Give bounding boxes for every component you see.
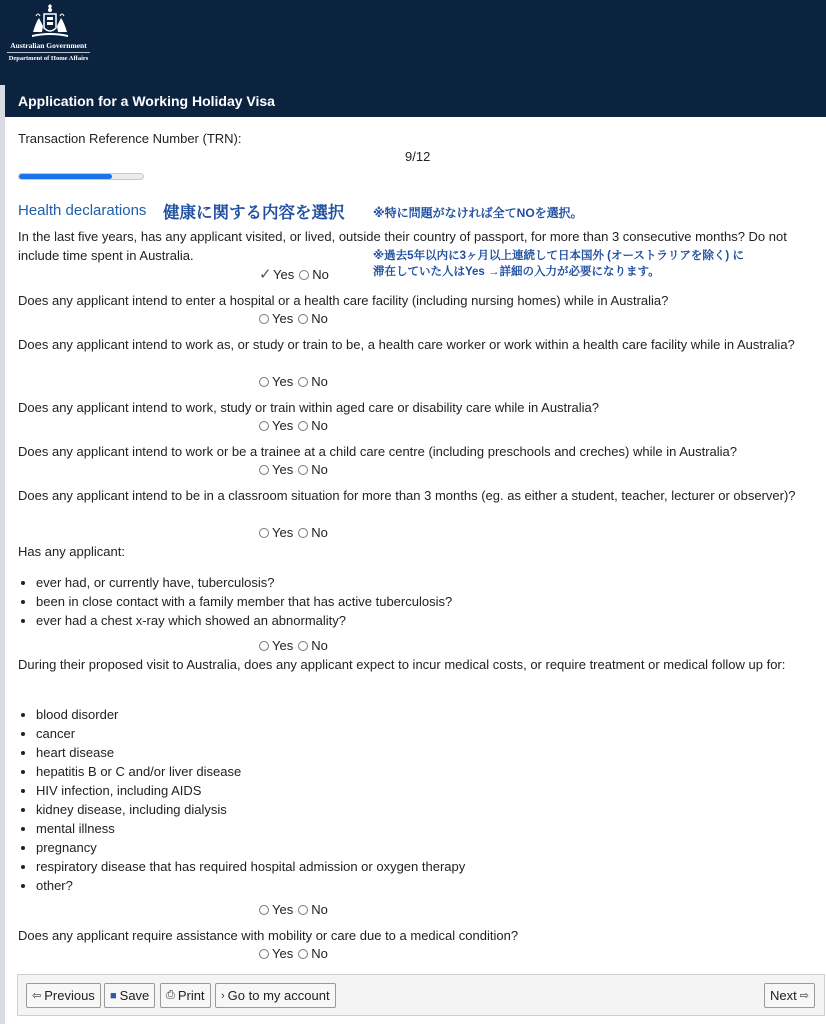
- save-icon: ■: [110, 989, 117, 1002]
- answer-group: [259, 902, 333, 917]
- list-item: • pregnancy: [36, 838, 465, 857]
- main-content: [5, 117, 826, 1024]
- department-name: Department of Home Affairs: [8, 55, 89, 62]
- yes-radio[interactable]: [259, 949, 269, 959]
- answer-group: [259, 374, 333, 389]
- account-label: Go to my account: [227, 988, 330, 1003]
- save-button[interactable]: [104, 983, 155, 1008]
- list-item: • heart disease: [36, 743, 465, 762]
- jp-annotation-note: ※特に問題がなければ全てNOを選択。: [373, 206, 583, 220]
- print-icon: ⎙: [166, 989, 175, 1001]
- section-title: Health declarations: [18, 202, 147, 219]
- progress-fill: [19, 174, 112, 179]
- question-text: Has any applicant:: [18, 544, 125, 559]
- question-text: Does any applicant intend to work or be a trainee at a child care centre (including preschools and creches) while in Australia?: [18, 444, 738, 459]
- no-label: No: [311, 418, 328, 433]
- previous-button[interactable]: [26, 983, 101, 1008]
- no-radio[interactable]: [298, 905, 308, 915]
- chevron-left-icon: ⇦: [32, 990, 42, 1002]
- previous-label: Previous: [44, 988, 95, 1003]
- jp-annotation-detail-line2: 滞在していた人はYes →詳細の入力が必要になります。: [373, 266, 660, 278]
- print-label: Print: [177, 988, 205, 1003]
- no-radio[interactable]: [298, 949, 308, 959]
- yes-label: Yes: [272, 946, 294, 961]
- list-item: • blood disorder: [36, 705, 465, 724]
- chevron-right-icon: ›: [221, 989, 225, 1002]
- no-radio[interactable]: [298, 421, 308, 431]
- question-text: Does any applicant intend to work, study or train within aged care or disability care while in Australia?: [18, 400, 599, 415]
- yes-label: Yes: [272, 374, 294, 389]
- yes-label: Yes: [272, 418, 294, 433]
- list-item: • mental illness: [36, 819, 465, 838]
- answer-group: [259, 418, 333, 433]
- no-radio[interactable]: [298, 528, 308, 538]
- coat-of-arms-logo: [28, 4, 72, 40]
- list-item: • cancer: [36, 724, 465, 743]
- bullet-list: [18, 573, 452, 630]
- yes-label: Yes: [272, 525, 294, 540]
- page-title-bar: [5, 85, 826, 117]
- yes-label: Yes: [272, 311, 294, 326]
- top-header: [0, 0, 826, 85]
- question-text: In the last five years, has any applicant visited, or lived, outside their country of passport, for more than 3 consecutive months? Do not include time spent in Australia.: [18, 229, 787, 263]
- yes-radio[interactable]: [259, 528, 269, 538]
- jp-annotation-title: 健康に関する内容を選択: [163, 204, 345, 222]
- yes-radio[interactable]: [259, 905, 269, 915]
- question-text: Does any applicant intend to work as, or study or train to be, a health care worker or work within a health care facility while in Australia?: [18, 337, 795, 352]
- yes-label: Yes: [272, 462, 294, 477]
- progress-bar: [18, 173, 144, 180]
- list-item: • respiratory disease that has required hospital admission or oxygen therapy: [36, 857, 465, 876]
- yes-radio[interactable]: [259, 641, 269, 651]
- no-label: No: [311, 525, 328, 540]
- yes-radio[interactable]: [259, 314, 269, 324]
- no-label: No: [311, 946, 328, 961]
- list-item: • ever had a chest x-ray which showed an abnormality?: [36, 611, 452, 630]
- next-label: Next: [770, 988, 797, 1003]
- answer-group: [259, 946, 333, 961]
- answer-group: [259, 525, 333, 540]
- question-text: Does any applicant intend to enter a hospital or a health care facility (including nursing homes) while in Australia?: [18, 293, 669, 308]
- list-item: • hepatitis B or C and/or liver disease: [36, 762, 465, 781]
- answer-group: [259, 638, 333, 653]
- no-label: No: [311, 462, 328, 477]
- go-to-account-button[interactable]: [215, 983, 336, 1008]
- logo-divider: [7, 52, 90, 53]
- chevron-right-icon: ⇨: [799, 990, 809, 1002]
- trn-label: Transaction Reference Number (TRN):: [18, 131, 242, 146]
- no-radio[interactable]: [299, 270, 309, 280]
- no-radio[interactable]: [298, 377, 308, 387]
- yes-radio[interactable]: [259, 421, 269, 431]
- no-radio[interactable]: [298, 314, 308, 324]
- question-text: Does any applicant intend to be in a classroom situation for more than 3 months (eg. as either a student, teacher, lecturer or observer)?: [18, 488, 796, 503]
- yes-radio[interactable]: [259, 465, 269, 475]
- list-item: • other?: [36, 876, 465, 895]
- jp-annotation-detail-line1: ※過去5年以内に3ヶ月以上連続して日本国外 (オーストラリアを除く) に: [373, 250, 744, 262]
- yes-label: Yes: [273, 267, 295, 282]
- no-label: No: [311, 311, 328, 326]
- answer-group: [259, 311, 333, 326]
- no-label: No: [311, 638, 328, 653]
- no-label: No: [312, 267, 329, 282]
- yes-label: Yes: [272, 638, 294, 653]
- yes-radio-checked[interactable]: ✓: [259, 265, 272, 283]
- list-item: • kidney disease, including dialysis: [36, 800, 465, 819]
- no-radio[interactable]: [298, 465, 308, 475]
- yes-label: Yes: [272, 902, 294, 917]
- form-navigation-bar: [17, 974, 825, 1016]
- list-item: • ever had, or currently have, tuberculosis?: [36, 573, 452, 592]
- yes-radio[interactable]: [259, 377, 269, 387]
- no-label: No: [311, 374, 328, 389]
- save-label: Save: [119, 988, 150, 1003]
- answer-group: [259, 462, 333, 477]
- list-item: • HIV infection, including AIDS: [36, 781, 465, 800]
- next-button[interactable]: [764, 983, 815, 1008]
- progress-text: 9/12: [405, 149, 431, 164]
- no-radio[interactable]: [298, 641, 308, 651]
- gov-name: Australian Government: [10, 41, 87, 50]
- no-label: No: [311, 902, 328, 917]
- bullet-list: [18, 705, 465, 895]
- list-item: • been in close contact with a family member that has active tuberculosis?: [36, 592, 452, 611]
- question-text: During their proposed visit to Australia, does any applicant expect to incur medical costs, or require treatment or medical follow up for:: [18, 657, 786, 672]
- page-title: Application for a Working Holiday Visa: [18, 93, 275, 109]
- answer-group: [259, 267, 334, 282]
- question-text: Does any applicant require assistance with mobility or care due to a medical condition?: [18, 928, 519, 943]
- print-button[interactable]: [160, 983, 211, 1008]
